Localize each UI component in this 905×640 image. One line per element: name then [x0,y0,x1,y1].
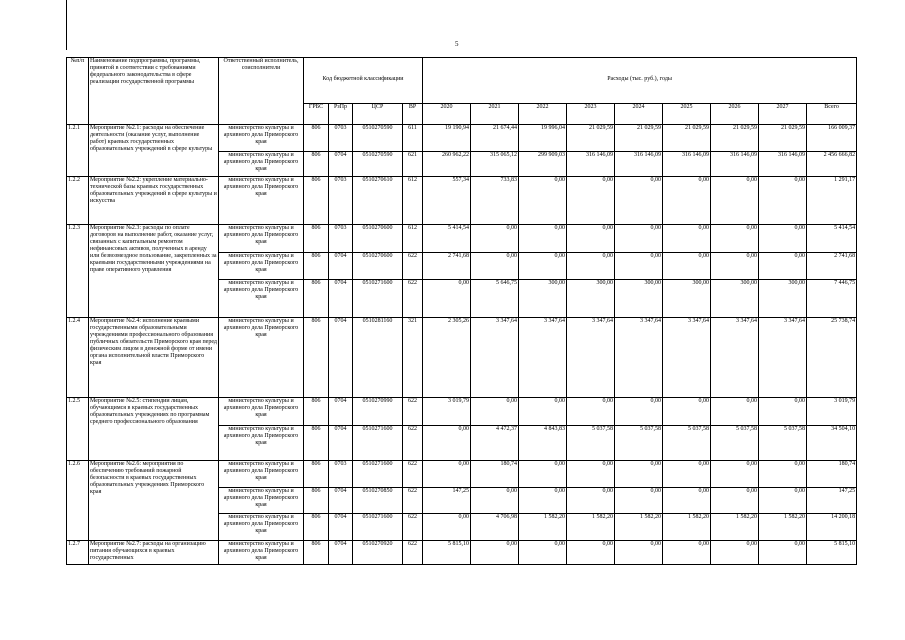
expense-cell: 0,00 [567,488,615,514]
expense-cell: 316 146,09 [759,152,807,177]
expense-cell: 300,00 [615,280,663,318]
expense-cell: 5 815,10 [423,541,471,565]
header-code-3: ВР [403,104,423,125]
budget-code-cell: 622 [403,461,423,488]
measure-name: Мероприятие №2.1: расходы на обеспечение деятельности (оказание услуг, выполнение работ) краевых государственных образовательных учреждений в сфере культуры [89,125,219,177]
budget-code-cell: 611 [403,125,423,152]
expense-cell: 0,00 [423,461,471,488]
expense-cell: 0,00 [471,225,519,253]
budget-code-cell: 0703 [329,461,353,488]
expense-cell: 300,00 [663,280,711,318]
budget-code-cell: 622 [403,488,423,514]
budget-code-cell: 621 [403,152,423,177]
header-responsible: Ответственный исполнитель, соисполнители [219,58,304,125]
expense-cell: 315 065,12 [471,152,519,177]
expense-cell: 1 582,20 [615,514,663,541]
expense-cell: 0,00 [519,253,567,280]
budget-code-cell: 321 [403,318,423,398]
expense-cell: 0,00 [519,461,567,488]
expense-cell: 300,00 [519,280,567,318]
expense-cell: 0,00 [423,280,471,318]
budget-code-cell: 0510271600 [353,426,403,461]
budget-code-cell: 622 [403,514,423,541]
budget-code-cell: 0510271600 [353,461,403,488]
expense-cell: 19 996,04 [519,125,567,152]
expense-cell: 0,00 [615,488,663,514]
budget-code-cell: 806 [304,426,329,461]
expense-cell: 0,00 [567,541,615,565]
expense-cell: 0,00 [471,398,519,426]
responsible-executor: министерство культуры и архивного дела Приморского края [219,426,304,461]
expense-cell: 0,00 [711,541,759,565]
expense-cell: 0,00 [615,541,663,565]
expense-cell: 0,00 [711,253,759,280]
budget-body [67,125,857,565]
total-cell: 34 504,10 [807,426,857,461]
budget-code-cell: 0510271600 [353,280,403,318]
total-cell: 14 200,18 [807,514,857,541]
expense-cell: 0,00 [519,177,567,225]
expense-cell: 1 582,20 [519,514,567,541]
expense-cell: 0,00 [615,177,663,225]
expense-cell: 0,00 [711,398,759,426]
expense-cell: 0,00 [519,488,567,514]
expense-cell: 1 582,20 [567,514,615,541]
responsible-executor: министерство культуры и архивного дела Приморского края [219,398,304,426]
header-year-3: 2023 [567,104,615,125]
total-cell: 2 741,68 [807,253,857,280]
expense-cell: 0,00 [663,177,711,225]
budget-table [66,57,857,565]
budget-code-cell: 0704 [329,318,353,398]
budget-code-cell: 612 [403,177,423,225]
budget-code-cell: 622 [403,426,423,461]
header-year-1: 2021 [471,104,519,125]
expense-cell: 3 347,64 [759,318,807,398]
budget-code-cell: 0704 [329,253,353,280]
table-row [67,461,857,488]
expense-cell: 316 146,09 [711,152,759,177]
expense-cell: 21 029,59 [663,125,711,152]
header-code-1: РзПр [329,104,353,125]
expense-cell: 5 037,58 [615,426,663,461]
budget-code-cell: 806 [304,253,329,280]
total-cell: 1 291,17 [807,177,857,225]
header-budget-codes: Код бюджетной классификации [304,58,423,104]
measure-number: 1.2.6 [67,461,89,541]
header-name: Наименование подпрограммы, программы, принятой в соответствии с требованиями федерального законодательства в сфере реализации государственной программы [89,58,219,125]
expense-cell: 21 029,59 [759,125,807,152]
expense-cell: 21 029,59 [711,125,759,152]
header-year-6: 2026 [711,104,759,125]
expense-cell: 4 843,83 [519,426,567,461]
responsible-executor: министерство культуры и архивного дела Приморского края [219,488,304,514]
budget-code-cell: 0703 [329,177,353,225]
table-row [67,541,857,565]
header-code-0: ГРБС [304,104,329,125]
measure-number: 1.2.7 [67,541,89,565]
expense-cell: 0,00 [567,177,615,225]
total-cell: 7 446,75 [807,280,857,318]
budget-code-cell: 806 [304,225,329,253]
expense-cell: 0,00 [471,253,519,280]
header-year-2: 2022 [519,104,567,125]
header-year-0: 2020 [423,104,471,125]
expense-cell: 3 347,64 [471,318,519,398]
header-year-5: 2025 [663,104,711,125]
expense-cell: 0,00 [567,461,615,488]
total-cell: 25 738,74 [807,318,857,398]
responsible-executor: министерство культуры и архивного дела Приморского края [219,514,304,541]
measure-name: Мероприятие №2.2: укрепление материально-технической базы краевых государственных образовательных учреждений в сфере культуры и искусства [89,177,219,225]
expense-cell: 316 146,09 [615,152,663,177]
expense-cell: 0,00 [519,398,567,426]
budget-code-cell: 806 [304,280,329,318]
measure-number: 1.2.5 [67,398,89,461]
total-cell: 180,74 [807,461,857,488]
expense-cell: 260 962,22 [423,152,471,177]
expense-cell: 4 706,98 [471,514,519,541]
budget-code-cell: 612 [403,225,423,253]
total-cell: 2 456 666,82 [807,152,857,177]
expense-cell: 0,00 [615,253,663,280]
budget-code-cell: 0510270920 [353,541,403,565]
expense-cell: 0,00 [759,541,807,565]
budget-code-cell: 806 [304,398,329,426]
budget-code-cell: 0510271600 [353,514,403,541]
measure-name: Мероприятие №2.3: расходы по оплате договоров на выполнение работ, оказание услуг, связанных с капитальным ремонтом нефинансовых активов, полученных в аренду или безвозмездное пользование, закрепленных за краевыми государственными учреждениями на праве оперативного управления [89,225,219,318]
budget-code-cell: 806 [304,488,329,514]
budget-code-cell: 0510270590 [353,125,403,152]
expense-cell: 4 472,37 [471,426,519,461]
expense-cell: 5 037,58 [759,426,807,461]
expense-cell: 0,00 [759,461,807,488]
budget-code-cell: 806 [304,514,329,541]
budget-code-cell: 0703 [329,125,353,152]
expense-cell: 147,25 [423,488,471,514]
header-year-4: 2024 [615,104,663,125]
expense-cell: 5 037,58 [663,426,711,461]
responsible-executor: министерство культуры и архивного дела Приморского края [219,541,304,565]
expense-cell: 1 582,20 [759,514,807,541]
table-row [67,318,857,398]
budget-code-cell: 806 [304,125,329,152]
expense-cell: 0,00 [663,488,711,514]
responsible-executor: министерство культуры и архивного дела Приморского края [219,125,304,152]
total-cell: 3 019,79 [807,398,857,426]
expense-cell: 3 019,79 [423,398,471,426]
expense-cell: 5 414,54 [423,225,471,253]
expense-cell: 0,00 [711,225,759,253]
expense-cell: 0,00 [663,398,711,426]
expense-cell: 2 741,68 [423,253,471,280]
responsible-executor: министерство культуры и архивного дела Приморского края [219,280,304,318]
expense-cell: 0,00 [663,225,711,253]
budget-code-cell: 622 [403,398,423,426]
header-year-7: 2027 [759,104,807,125]
budget-code-cell: 622 [403,541,423,565]
expense-cell: 0,00 [423,514,471,541]
expense-cell: 5 037,58 [567,426,615,461]
budget-code-cell: 806 [304,541,329,565]
expense-cell: 733,83 [471,177,519,225]
expense-cell: 0,00 [519,225,567,253]
responsible-executor: министерство культуры и архивного дела Приморского края [219,253,304,280]
measure-number: 1.2.1 [67,125,89,177]
header-code-2: ЦСР [353,104,403,125]
expense-cell: 0,00 [471,541,519,565]
expense-cell: 0,00 [759,177,807,225]
measure-number: 1.2.4 [67,318,89,398]
expense-cell: 0,00 [759,253,807,280]
expense-cell: 316 146,09 [567,152,615,177]
budget-code-cell: 0510270600 [353,225,403,253]
expense-cell: 1 582,20 [663,514,711,541]
expense-cell: 316 146,09 [663,152,711,177]
budget-code-cell: 0704 [329,514,353,541]
expense-cell: 0,00 [567,398,615,426]
responsible-executor: министерство культуры и архивного дела Приморского края [219,225,304,253]
expense-cell: 0,00 [663,253,711,280]
responsible-executor: министерство культуры и архивного дела Приморского края [219,152,304,177]
expense-cell: 5 037,58 [711,426,759,461]
header-expenses: Расходы (тыс. руб.), годы [423,58,857,104]
budget-code-cell: 0704 [329,488,353,514]
responsible-executor: министерство культуры и архивного дела Приморского края [219,318,304,398]
expense-cell: 0,00 [759,225,807,253]
budget-code-cell: 0704 [329,152,353,177]
expense-cell: 300,00 [711,280,759,318]
measure-name: Мероприятие №2.5: стипендии лицам, обучающимся в краевых государственных образовательных учреждениях по программам среднего профессионального образования [89,398,219,461]
total-cell: 5 815,10 [807,541,857,565]
expense-cell: 0,00 [663,541,711,565]
budget-code-cell: 0510270610 [353,177,403,225]
table-row [67,125,857,152]
table-row [67,398,857,426]
expense-cell: 2 305,26 [423,318,471,398]
expense-cell: 19 190,94 [423,125,471,152]
budget-code-cell: 0510281160 [353,318,403,398]
budget-code-cell: 0510270990 [353,398,403,426]
expense-cell: 0,00 [567,225,615,253]
expense-cell: 0,00 [567,253,615,280]
budget-code-cell: 622 [403,253,423,280]
expense-cell: 0,00 [615,398,663,426]
expense-cell: 300,00 [567,280,615,318]
expense-cell: 180,74 [471,461,519,488]
expense-cell: 3 347,64 [567,318,615,398]
expense-cell: 300,00 [759,280,807,318]
budget-code-cell: 0510270590 [353,152,403,177]
expense-cell: 21 029,59 [615,125,663,152]
table-row [67,177,857,225]
expense-cell: 3 347,64 [615,318,663,398]
expense-cell: 0,00 [759,488,807,514]
budget-code-cell: 806 [304,177,329,225]
expense-cell: 21 674,44 [471,125,519,152]
table-row [67,225,857,253]
expense-cell: 3 347,64 [519,318,567,398]
responsible-executor: министерство культуры и архивного дела Приморского края [219,177,304,225]
budget-code-cell: 806 [304,318,329,398]
measure-number: 1.2.2 [67,177,89,225]
expense-cell: 5 646,75 [471,280,519,318]
expense-cell: 299 909,03 [519,152,567,177]
budget-code-cell: 0510270850 [353,488,403,514]
expense-cell: 0,00 [519,541,567,565]
page-number: 5 [455,40,459,48]
expense-cell: 0,00 [759,398,807,426]
total-cell: 5 414,54 [807,225,857,253]
budget-code-cell: 0510270600 [353,253,403,280]
expense-cell: 0,00 [711,177,759,225]
header-year-8: Всего [807,104,857,125]
budget-code-cell: 0704 [329,426,353,461]
expense-cell: 3 347,64 [711,318,759,398]
expense-cell: 1 582,20 [711,514,759,541]
expense-cell: 0,00 [615,461,663,488]
budget-code-cell: 0704 [329,280,353,318]
budget-code-cell: 622 [403,280,423,318]
measure-number: 1.2.3 [67,225,89,318]
expense-cell: 557,34 [423,177,471,225]
budget-code-cell: 0704 [329,541,353,565]
expense-cell: 0,00 [711,461,759,488]
budget-code-cell: 0703 [329,225,353,253]
expense-cell: 3 347,64 [663,318,711,398]
total-cell: 166 009,37 [807,125,857,152]
header-num: №п/п [67,58,89,125]
expense-cell: 21 029,59 [567,125,615,152]
measure-name: Мероприятие №2.7: расходы на организацию питания обучающихся в краевых государственных [89,541,219,565]
expense-cell: 0,00 [711,488,759,514]
measure-name: Мероприятие №2.6: мероприятия по обеспечению требований пожарной безопасности в краевых государственных образовательных учреждениях Приморского края [89,461,219,541]
expense-cell: 0,00 [615,225,663,253]
expense-cell: 0,00 [423,426,471,461]
budget-code-cell: 806 [304,461,329,488]
budget-code-cell: 806 [304,152,329,177]
responsible-executor: министерство культуры и архивного дела Приморского края [219,461,304,488]
total-cell: 147,25 [807,488,857,514]
expense-cell: 0,00 [471,488,519,514]
expense-cell: 0,00 [663,461,711,488]
measure-name: Мероприятие №2.4: исполнение краевыми государственными образовательными учреждениями профессионального образования публичных обязательств Приморского края перед физическим лицом в денежной форме от имени органа исполнительной власти Приморского края [89,318,219,398]
margin-line [66,0,67,50]
budget-code-cell: 0704 [329,398,353,426]
